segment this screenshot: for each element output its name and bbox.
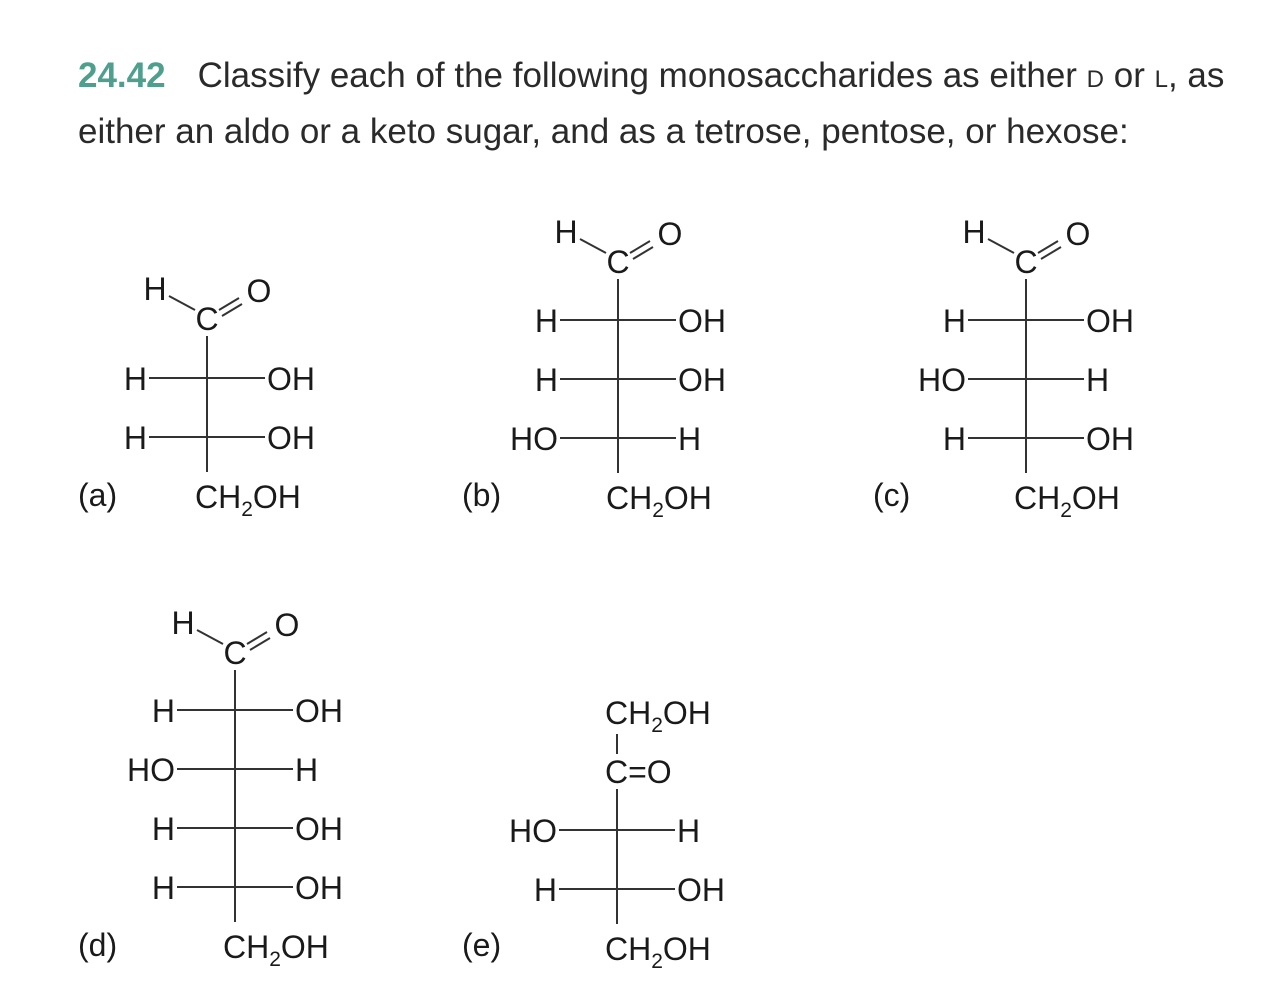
aldehyde-oxygen: O (246, 273, 272, 309)
left-substituent: HO (510, 421, 558, 457)
left-substituent: HO (127, 752, 175, 788)
aldehyde-carbon: C (606, 244, 630, 280)
aldehyde-carbon: C (195, 301, 219, 337)
bottom-ch2oh: $CH_2OH$ (606, 480, 712, 522)
bottom-ch2oh: $CH_2OH$ (1014, 480, 1120, 522)
right-substituent: OH (678, 303, 726, 339)
left-substituent: H (151, 811, 175, 847)
problem-number: 24.42 (78, 56, 166, 95)
right-substituent: OH (267, 361, 315, 397)
structure-label: (a) (78, 477, 118, 513)
problem-text-1: Classify each of the following monosaccharides as either (197, 56, 1087, 95)
structure-label: (d) (78, 927, 118, 963)
ch-bond (580, 239, 606, 253)
left-substituent: H (151, 870, 175, 906)
left-substituent: H (534, 362, 558, 398)
aldehyde-carbon: C (1014, 244, 1038, 280)
structure-b (462, 214, 726, 522)
left-substituent: HO (509, 813, 557, 849)
d-letter: D (1086, 66, 1105, 93)
right-substituent: OH (1086, 303, 1134, 339)
right-substituent: OH (267, 420, 315, 456)
ch-bond (197, 630, 223, 644)
right-substituent: H (677, 813, 701, 849)
bottom-ch2oh: $CH_2OH$ (605, 931, 711, 973)
right-substituent: OH (678, 362, 726, 398)
structure-label: (b) (462, 477, 502, 513)
right-substituent: OH (677, 872, 725, 908)
right-substituent: H (1086, 362, 1110, 398)
left-substituent: H (942, 421, 966, 457)
structure-d (78, 605, 343, 971)
right-substituent: H (295, 752, 319, 788)
aldehyde-hydrogen: H (554, 214, 578, 250)
aldehyde-hydrogen: H (143, 271, 167, 307)
left-substituent: H (123, 420, 147, 456)
bottom-ch2oh: $CH_2OH$ (195, 479, 301, 521)
right-substituent: OH (295, 693, 343, 729)
ch-bond (988, 239, 1014, 253)
ketone-carbonyl: C=O (605, 754, 672, 790)
aldehyde-hydrogen: H (171, 605, 195, 641)
or-text: or (1104, 56, 1155, 95)
aldehyde-hydrogen: H (962, 214, 986, 250)
left-substituent: H (533, 872, 557, 908)
right-substituent: OH (295, 870, 343, 906)
left-substituent: H (942, 303, 966, 339)
aldehyde-carbon: C (223, 635, 247, 671)
left-substituent: HO (918, 362, 966, 398)
ch-bond (169, 296, 195, 310)
right-substituent: OH (295, 811, 343, 847)
structure-c (873, 214, 1134, 522)
structure-e (462, 695, 725, 973)
aldehyde-oxygen: O (657, 216, 683, 252)
structure-label: (e) (462, 927, 502, 963)
bottom-ch2oh: $CH_2OH$ (223, 929, 329, 971)
top-ch2oh: $CH_2OH$ (605, 695, 711, 737)
right-substituent: OH (1086, 421, 1134, 457)
aldehyde-oxygen: O (274, 607, 300, 643)
right-substituent: H (678, 421, 702, 457)
left-substituent: H (151, 693, 175, 729)
left-substituent: H (123, 361, 147, 397)
aldehyde-oxygen: O (1065, 216, 1091, 252)
problem-text-2: , as either an aldo or a keto sugar, and as a tetrose, pentose, or hexose: (78, 56, 1225, 151)
left-substituent: H (534, 303, 558, 339)
l-letter: L (1154, 66, 1168, 93)
structure-label: (c) (873, 477, 911, 513)
structure-a (78, 271, 315, 521)
